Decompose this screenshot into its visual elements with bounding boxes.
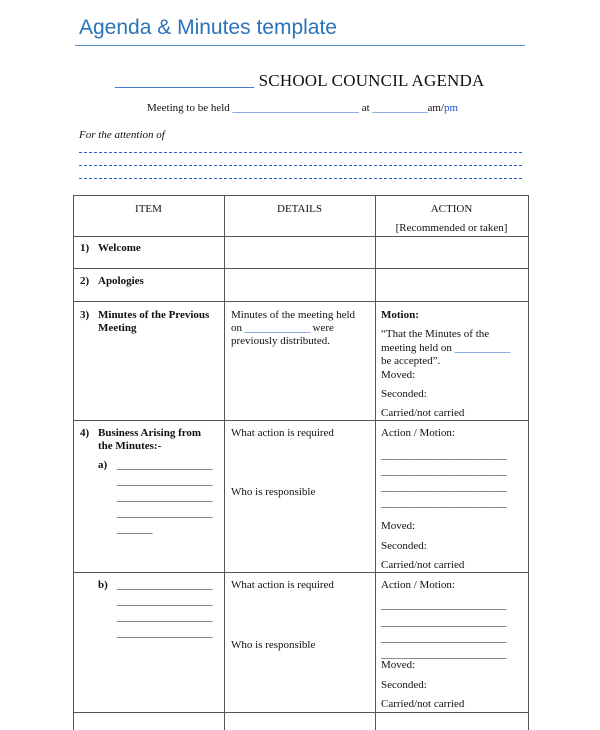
header-item: ITEM bbox=[135, 203, 162, 215]
what-action-label: What action is required bbox=[231, 579, 334, 591]
sub-item-b-blank: ___________________ bbox=[117, 595, 212, 607]
row-divider bbox=[73, 712, 529, 713]
sub-item-b: b) bbox=[98, 579, 108, 591]
seconded-label: Seconded: bbox=[381, 540, 427, 552]
details-on: on bbox=[231, 322, 242, 334]
table-divider-1 bbox=[224, 195, 225, 730]
carried-label: Carried/not carried bbox=[381, 698, 465, 710]
item-minutes-line2: Meeting bbox=[98, 322, 137, 334]
title-text: SCHOOL COUNCIL AGENDA bbox=[258, 71, 485, 90]
header-action-sub: [Recommended or taken] bbox=[395, 222, 508, 234]
item-number: 1) bbox=[80, 242, 90, 254]
row-divider bbox=[73, 268, 529, 269]
row-divider bbox=[73, 236, 529, 237]
item-minutes-line1: Minutes of the Previous bbox=[98, 309, 210, 321]
meeting-time-blank: __________ bbox=[372, 102, 428, 114]
meeting-prefix: Meeting to be held bbox=[147, 102, 230, 114]
row-divider bbox=[73, 301, 529, 302]
minutes-details-line3: previously distributed. bbox=[231, 335, 330, 347]
action-blank: _________________________ bbox=[381, 632, 506, 644]
sub-item-a-blank-short: _______ bbox=[117, 523, 152, 535]
seconded-label: Seconded: bbox=[381, 388, 427, 400]
item-number: 4) bbox=[80, 427, 90, 439]
item-business-line2: the Minutes:- bbox=[98, 440, 162, 452]
who-responsible-label: Who is responsible bbox=[231, 486, 316, 498]
meeting-at: at bbox=[361, 102, 370, 114]
agenda-title bbox=[115, 71, 485, 91]
what-action-label: What action is required bbox=[231, 427, 334, 439]
seconded-label: Seconded: bbox=[381, 679, 427, 691]
motion-label: Motion: bbox=[381, 309, 419, 321]
quote-meeting-held: meeting held on bbox=[381, 342, 452, 354]
item-welcome: Welcome bbox=[98, 242, 141, 254]
action-blank: _________________________ bbox=[381, 449, 506, 461]
attention-line bbox=[79, 165, 522, 166]
item-number: 3) bbox=[80, 309, 90, 321]
moved-label: Moved: bbox=[381, 520, 416, 532]
meeting-am: am/ bbox=[427, 102, 444, 114]
who-responsible-label: Who is responsible bbox=[231, 639, 316, 651]
action-blank: _________________________ bbox=[381, 481, 506, 493]
meeting-line bbox=[147, 102, 458, 114]
action-blank: _________________________ bbox=[381, 497, 506, 509]
table-border-right bbox=[528, 195, 529, 730]
item-apologies: Apologies bbox=[98, 275, 144, 287]
header-details: DETAILS bbox=[277, 203, 322, 215]
attention-label: For the attention of bbox=[79, 129, 165, 141]
sub-item-a: a) bbox=[98, 459, 108, 471]
attention-line bbox=[79, 178, 522, 179]
sub-item-a-blank: ___________________ bbox=[117, 507, 212, 519]
sub-item-a-blank: ___________________ bbox=[117, 459, 212, 471]
header-title: Agenda & Minutes template bbox=[79, 16, 337, 39]
header-action: ACTION bbox=[430, 203, 473, 215]
sub-item-a-blank: ___________________ bbox=[117, 475, 212, 487]
item-business-line1: Business Arising from bbox=[98, 427, 202, 439]
title-blank: ________________ bbox=[115, 71, 255, 90]
carried-label: Carried/not carried bbox=[381, 559, 465, 571]
moved-label: Moved: bbox=[381, 659, 416, 671]
sub-item-b-blank: ___________________ bbox=[117, 611, 212, 623]
motion-quote-line1: “That the Minutes of the bbox=[381, 328, 490, 340]
item-number: 2) bbox=[80, 275, 90, 287]
action-motion-label: Action / Motion: bbox=[381, 579, 455, 591]
quote-date-blank: ___________ bbox=[454, 342, 510, 354]
motion-quote-line3: be accepted”. bbox=[381, 355, 441, 367]
carried-label: Carried/not carried bbox=[381, 407, 465, 419]
row-divider bbox=[73, 420, 529, 421]
action-blank: _________________________ bbox=[381, 599, 506, 611]
minutes-details-line2 bbox=[231, 322, 334, 335]
agenda-table bbox=[73, 195, 529, 730]
table-border-left bbox=[73, 195, 74, 730]
moved-label: Moved: bbox=[381, 369, 416, 381]
action-blank: _________________________ bbox=[381, 648, 506, 660]
action-motion-label: Action / Motion: bbox=[381, 427, 455, 439]
table-divider-2 bbox=[375, 195, 376, 730]
details-date-blank: _____________ bbox=[244, 322, 310, 334]
motion-quote-line2 bbox=[381, 342, 510, 355]
sub-item-b-blank: ___________________ bbox=[117, 627, 212, 639]
sub-item-a-blank: ___________________ bbox=[117, 491, 212, 503]
meeting-pm: pm bbox=[444, 102, 459, 114]
action-blank: _________________________ bbox=[381, 616, 506, 628]
meeting-date-blank: _______________________ bbox=[232, 102, 360, 114]
details-were: were bbox=[312, 322, 334, 334]
action-blank: _________________________ bbox=[381, 465, 506, 477]
table-border-top bbox=[73, 195, 529, 196]
minutes-details-line1: Minutes of the meeting held bbox=[231, 309, 356, 321]
header-rule bbox=[75, 45, 525, 46]
attention-line bbox=[79, 152, 522, 153]
row-divider bbox=[73, 572, 529, 573]
sub-item-b-blank: ___________________ bbox=[117, 579, 212, 591]
